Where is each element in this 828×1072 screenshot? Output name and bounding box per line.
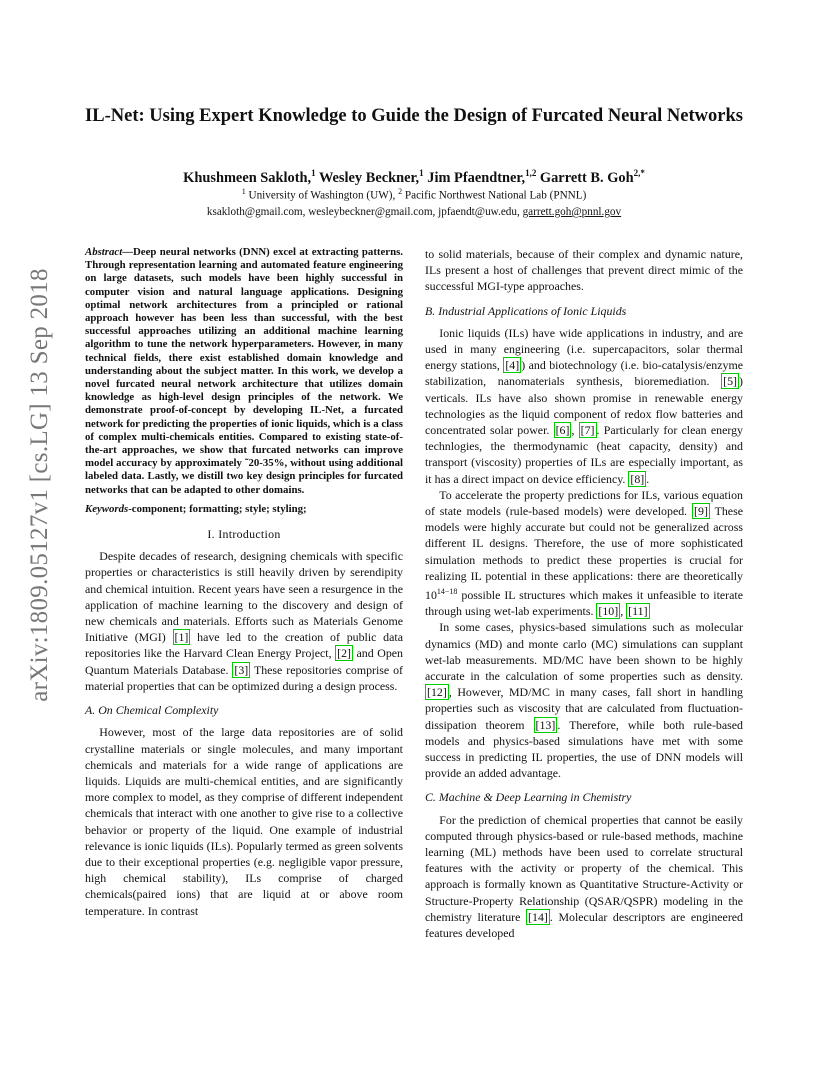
arxiv-sidebar: [20, 268, 60, 702]
paragraph: [425, 812, 743, 942]
paragraph-text: Despite decades of research, designing chemicals with specific properties or characteristics is still heavily driven by serendipity and chemical intuition. Recent years have seen a resurgence in the application of machine learning to the discovery and design of new chemicals and materials. Efforts such as Materials Genome Initiative (MGI): [85, 549, 403, 645]
author-affiliation-mark: 2,*: [633, 168, 645, 178]
subsection-heading-industrial-applications: B. Industrial Applications of Ionic Liquids: [425, 303, 627, 318]
author-name: Wesley Beckner,: [318, 169, 420, 186]
citation-link[interactable]: [10]: [598, 604, 619, 619]
paragraph-text: possible IL structures which makes it unfeasible to iterate through using wet-lab experiments.: [425, 588, 743, 619]
citation-link[interactable]: [4]: [505, 358, 520, 373]
paragraph-text: In some cases, physics-based simulations such as molecular dynamics (MD) and monte carlo (MC) simulations can supplant wet-lab measurements. MD/MC have been shown to be highly accurate in the calculation of some properties such as density.: [425, 620, 743, 684]
citation-link[interactable]: [14]: [528, 909, 548, 924]
abstract-text: —Deep neural networks (DNN) excel at extracting patterns. Through representation learning and automated feature engineering on large datasets, such models have been highly successful in computer vision and natural language applications. Designing optimal network architectures from a principled or rational approach however has been less than successful, with the best successful approaches utilizing an additional machine learning algorithm to tune the network hyperparameters. However, in many technical fields, there exist established domain knowledge and understanding about the subject matter. In this work, we develop a novel furcated neural network architecture that utilizes domain knowledge as high-level design principles of the network. We demonstrate proof-of-concept by developing IL-Net, a furcated network for predicting the properties of ionic liquids, which is a class of complex multi-chemicals entities. Compared to existing state-of-the-art approaches, we show that furcated networks can improve model accuracy by approximately ˜20-35%, without using additional labeled data. Lastly, we distill two key design principles for furcated networks that can be adapted to other domains.: [85, 246, 403, 496]
affiliation-mark: 1: [241, 187, 246, 196]
abstract: [85, 246, 403, 497]
citation-link[interactable]: [8]: [630, 471, 645, 486]
affiliation-uw: University of Washington (UW),: [248, 189, 396, 202]
paragraph-text: These models were highly accurate but could not be generalized across different IL designs. Therefore, the use of more sophisticated simulation methods to predict these properties is crucial for realizing IL potential in these applications: there are theoretically 10: [425, 504, 743, 603]
affiliation-mark: 2: [398, 187, 403, 196]
author-affiliation-mark: 1,2: [525, 168, 537, 178]
author-emails: [70, 205, 758, 220]
paragraph-text: have led to the creation of public data repositories like the Harvard Clean Energy Project,: [85, 630, 403, 661]
keywords-label: Keywords: [85, 502, 129, 515]
paragraph-text: . Particularly for clean energy technlogies, the thermodynamic (heat capacity, density) and transport (viscosity) properties of ILs are especially important, as it has a direct impact on device efficiency.: [425, 423, 743, 486]
paragraph: However, most of the large data repositories are of solid crystalline materials or single molecules, and many important chemicals and materials for a wide range of applications are liquids. Liquids are multi-chemical entities, and are significantly more complex to model, as they comprise of different independent chemicals that interact with one another to give rise to a collective behavior or property of the liquid. One example of industrial relevance is ionic liquids (ILs). Popularly termed as green solvents due to their exceptional properties (e.g. negligible vapor pressure, high chemical stability), ILs comprise of charged chemicals(paired ions) that are liquid at or above room temperature. In contrast: [85, 725, 403, 918]
author-affiliation-mark: 1: [311, 168, 316, 178]
arxiv-identifier: arXiv:1809.05127v1 [cs.LG] 13 Sep 2018: [26, 268, 53, 702]
citation-link[interactable]: [5]: [723, 374, 738, 389]
email-list: ksakloth@gmail.com, wesleybeckner@gmail.com, jpfaendt@uw.edu,: [206, 206, 520, 218]
paragraph-text: , However, MD/MC in many cases, fall short in handling properties such as viscosity that are calculated from fluctuation-dissipation theorem: [425, 685, 743, 732]
author-name: Garrett B. Goh: [539, 169, 634, 186]
author-name: Khushmeen Sakloth,: [183, 169, 312, 186]
paragraph-text: ) verticals. ILs have also shown promise in renewable energy technologies as the liquid component of redox flow batteries and concentrated solar power.: [425, 374, 743, 438]
paragraph-text: Ionic liquids (ILs) have wide applications in industry, and are used in many engineering (i.e. supercapacitors, solar thermal energy stations,: [425, 325, 743, 373]
section-heading-introduction: I. Introduction: [207, 527, 281, 542]
right-column: [425, 246, 743, 941]
paragraph-text: . Therefore, while both rule-based models and physics-based simulations have met with some success in predicting IL properties, the use of DNN models will provide an added advantage.: [425, 717, 743, 781]
paragraph-text: To accelerate the property predictions for ILs, various equation of state models (rule-based models) were developed.: [425, 487, 743, 519]
paragraph-text: ) and biotechnology (i.e. bio-catalysis/enzyme stabilization, nanomaterials synthesis, bioremediation.: [425, 358, 743, 389]
paper-title: IL-Net: Using Expert Knowledge to Guide the Design of Furcated Neural Networks: [85, 106, 743, 126]
keywords: [85, 503, 403, 516]
paragraph: [425, 619, 743, 781]
paragraph-text: ,: [571, 423, 579, 438]
paragraph-text: .: [646, 471, 650, 486]
citation-link[interactable]: [13]: [535, 717, 556, 732]
abstract-label: Abstract: [85, 246, 123, 258]
author-name: Jim Pfaendtner,: [427, 169, 526, 186]
corresponding-email-link[interactable]: garrett.goh@pnnl.gov: [522, 206, 622, 218]
citation-link[interactable]: [2]: [337, 646, 351, 661]
affiliation-pnnl: Pacific Northwest National Lab (PNNL): [404, 189, 587, 202]
keywords-text: -component; formatting; style; styling;: [128, 502, 307, 515]
citation-link[interactable]: [6]: [555, 423, 570, 438]
exponent: 14−18: [436, 587, 458, 597]
paragraph-text: . Molecular descriptors are engineered features developed: [425, 909, 744, 941]
subsection-heading-chemical-complexity: A. On Chemical Complexity: [85, 703, 219, 718]
citation-link[interactable]: [9]: [694, 504, 708, 519]
paragraph: to solid materials, because of their complex and dynamic nature, ILs present a host of challenges that prevent direct mimic of the successful MGI-type approaches.: [425, 247, 743, 294]
left-column: [85, 246, 403, 919]
author-affiliation-mark: 1: [419, 168, 424, 178]
citation-link[interactable]: [11]: [628, 604, 648, 619]
paragraph: [425, 487, 743, 620]
paragraph: [85, 548, 403, 694]
subsection-heading-machine-learning: C. Machine & Deep Learning in Chemistry: [425, 790, 632, 805]
paragraph-text: and Open Quantum Materials Database.: [85, 646, 403, 677]
citation-link[interactable]: [3]: [234, 662, 249, 677]
affiliations: [70, 184, 758, 204]
paragraph-text: For the prediction of chemical properties that cannot be easily computed through physics-based or rule-based methods, machine learning (ML) methods have been used to correlate structural features with the activity or property of the chemical. This approach is formally known as Quantitative Structure-Activity or Structure-Property Relationship (QSAR/QSPR) modeling in the chemistry literature: [425, 812, 743, 924]
citation-link[interactable]: [7]: [580, 423, 595, 438]
paragraph-text: ,: [620, 604, 627, 619]
paragraph-text: These repositories comprise of material properties that can be optimized during a design process.: [85, 662, 403, 693]
citation-link[interactable]: [12]: [427, 685, 447, 700]
citation-link[interactable]: [1]: [174, 630, 189, 645]
paragraph: [425, 325, 743, 487]
